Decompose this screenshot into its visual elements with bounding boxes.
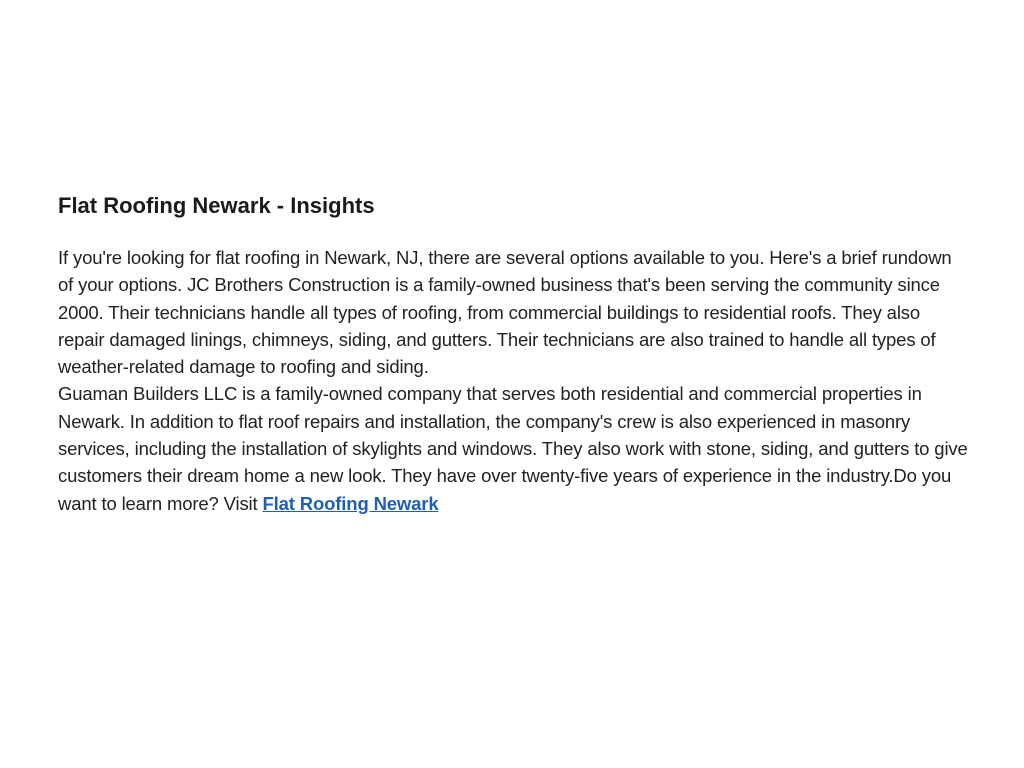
paragraph-guaman-text: Guaman Builders LLC is a family-owned company that serves both residential and commercial properties in Newark. In addition to flat roof repairs and installation, the company's crew is also experienced in masonry services, including the installation of skylights and windows. They also work with stone, siding, and gutters to give customers their dream home a new look. They have over twenty-five years of experience in the industry.Do you want to learn more? Visit (58, 383, 968, 514)
flat-roofing-newark-link[interactable]: Flat Roofing Newark (262, 492, 439, 514)
paragraph-jc-brothers: If you're looking for flat roofing in Newark, NJ, there are several options available to you. Here's a brief rundown of your options. JC Brothers Construction is a family-owned business that's been serving the community since 2000. Their technicians handle all types of roofing, from commercial buildings to residential roofs. They also repair damaged linings, chimneys, siding, and gutters. Their technicians are also trained to handle all types of weather-related damage to roofing and siding. (58, 247, 952, 378)
page-title: Flat Roofing Newark - Insights (58, 193, 375, 218)
content-area (58, 190, 968, 517)
paragraph-guaman-builders (58, 380, 968, 516)
